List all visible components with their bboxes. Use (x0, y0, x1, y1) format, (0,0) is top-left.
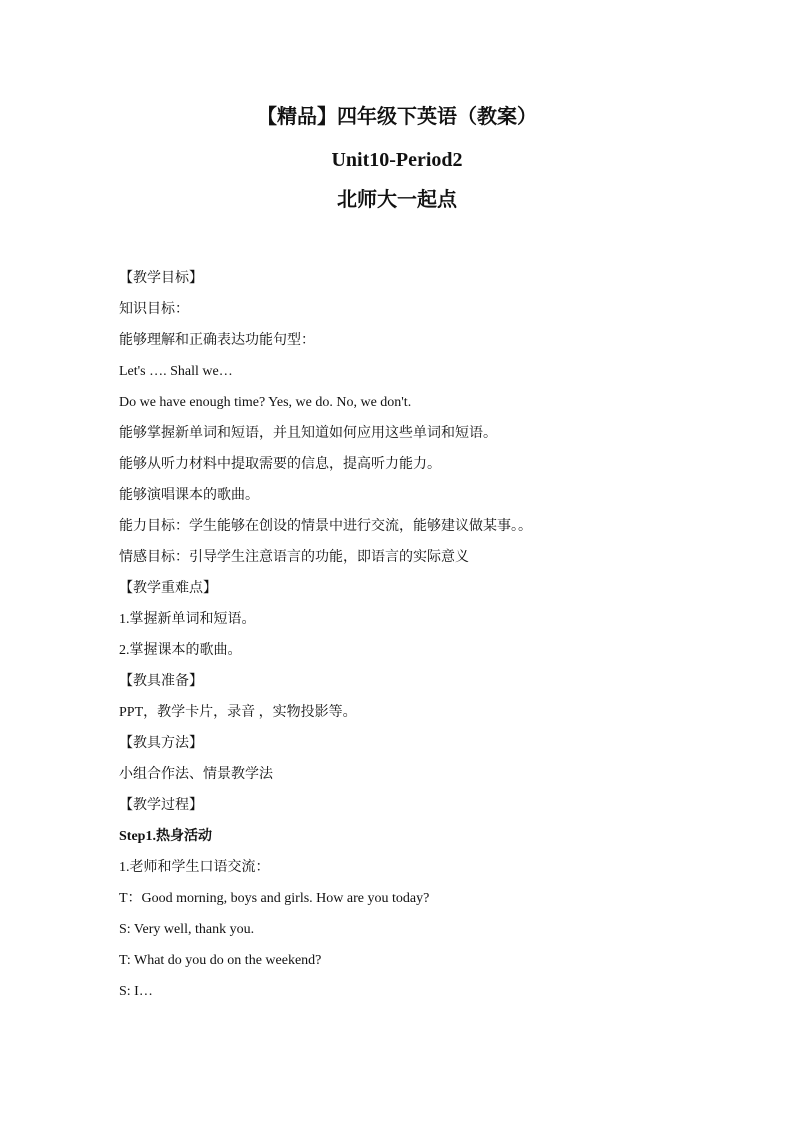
body-line: 知识目标： (119, 302, 189, 317)
body-line: 能够掌握新单词和短语，并且知道如何应用这些单词和短语。 (119, 426, 497, 441)
body-line: 能够演唱课本的歌曲。 (119, 488, 259, 503)
body-line: T：Good morning, boys and girls. How are you today? (119, 891, 430, 906)
body-line: Step1.热身活动 (119, 829, 212, 844)
body-line: Let's …. Shall we… (119, 364, 233, 379)
body-line: 情感目标：引导学生注意语言的功能，即语言的实际意义 (119, 550, 469, 565)
section-heading: 【教具准备】 (119, 674, 203, 689)
section-heading: 【教学过程】 (119, 798, 203, 813)
document-body (119, 266, 719, 1010)
body-line: S: Very well, thank you. (119, 922, 255, 937)
body-line: 1.老师和学生口语交流： (119, 860, 270, 875)
body-line: 小组合作法、情景教学法 (119, 767, 273, 782)
body-line: 能够理解和正确表达功能句型： (119, 333, 315, 348)
body-line: 2.掌握课本的歌曲。 (119, 643, 242, 658)
section-heading: 【教学目标】 (119, 271, 203, 286)
body-line: 能够从听力材料中提取需要的信息，提高听力能力。 (119, 457, 441, 472)
body-line: 1.掌握新单词和短语。 (119, 612, 256, 627)
document-subtitle-publisher: 北师大一起点 (337, 189, 457, 211)
body-line: Do we have enough time? Yes, we do. No, we don't. (119, 395, 412, 410)
section-heading: 【教学重难点】 (119, 581, 217, 596)
document-title: 【精品】四年级下英语（教案） (257, 106, 537, 128)
body-line: S: I… (119, 984, 153, 999)
body-line: PPT，教学卡片，录音 ，实物投影等。 (119, 705, 357, 720)
document-subtitle-unit: Unit10-Period2 (331, 149, 463, 171)
section-heading: 【教具方法】 (119, 736, 203, 751)
body-line: 能力目标：学生能够在创设的情景中进行交流，能够建议做某事。。 (119, 519, 532, 534)
body-line: T: What do you do on the weekend? (119, 953, 322, 968)
